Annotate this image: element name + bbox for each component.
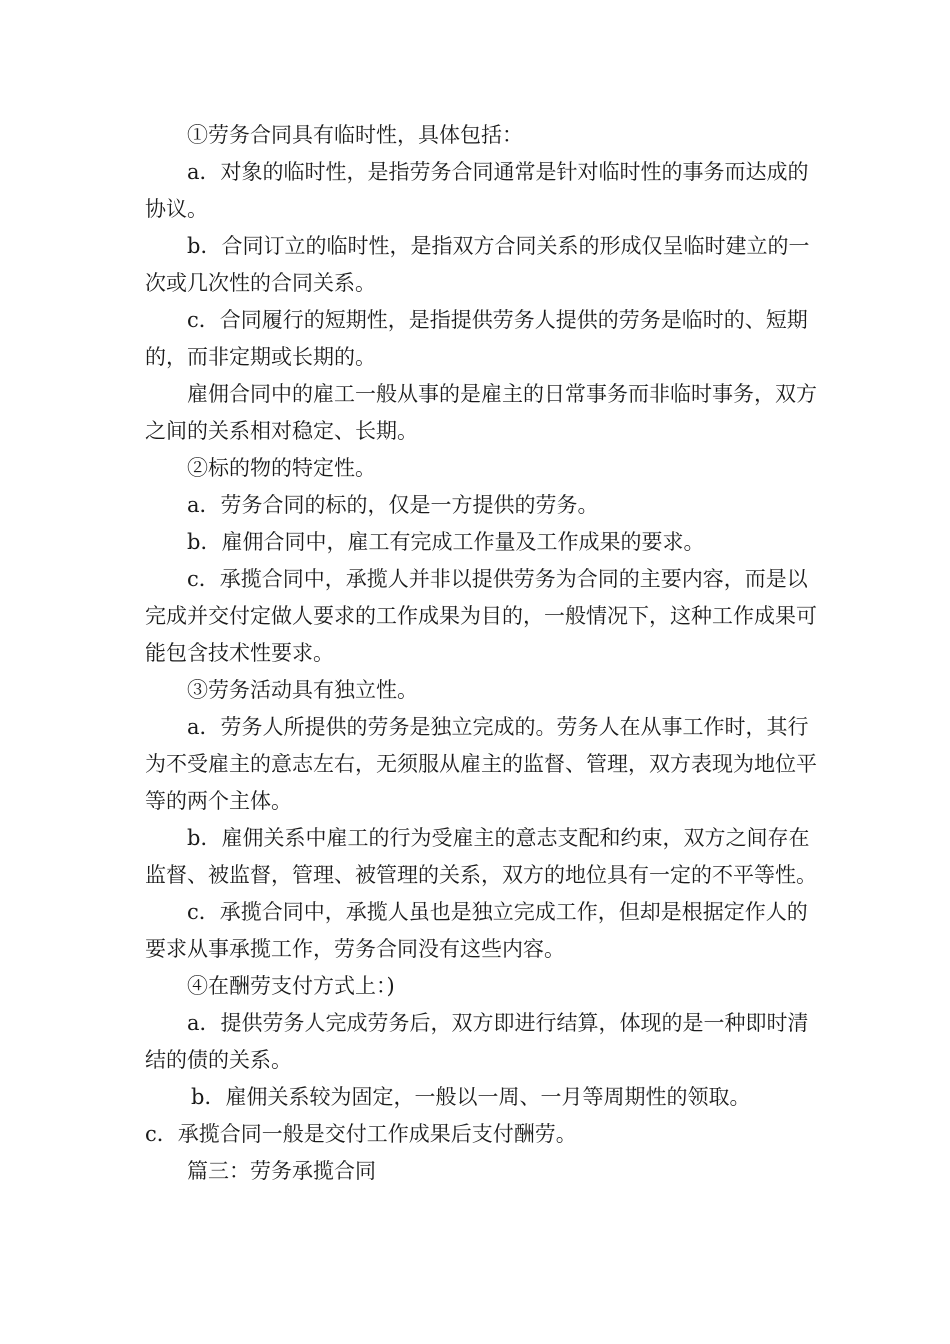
paragraph: ③劳务活动具有独立性。: [187, 678, 418, 702]
paragraph: b．雇佣关系中雇工的行为受雇主的意志支配和约束，双方之间存在监督、被监督，管理、被管理的关系，双方的地位具有一定的不平等性。: [145, 826, 817, 887]
paragraph: 篇三：劳务承揽合同: [187, 1159, 376, 1183]
paragraph: ④在酬劳支付方式上：): [187, 974, 395, 998]
paragraph: b．雇佣关系较为固定，一般以一周、一月等周期性的领取。: [191, 1085, 751, 1109]
paragraph: a．对象的临时性，是指劳务合同通常是针对临时性的事务而达成的协议。: [145, 160, 809, 221]
document-body: [145, 117, 825, 1190]
paragraph: a．提供劳务人完成劳务后，双方即进行结算，体现的是一种即时清结的债的关系。: [145, 1011, 809, 1072]
paragraph: c．承揽合同一般是交付工作成果后支付酬劳。: [145, 1122, 577, 1146]
paragraph: a．劳务人所提供的劳务是独立完成的。劳务人在从事工作时，其行为不受雇主的意志左右，无须服从雇主的监督、管理，双方表现为地位平等的两个主体。: [145, 715, 817, 813]
paragraph: c．承揽合同中，承揽人并非以提供劳务为合同的主要内容，而是以完成并交付定做人要求的工作成果为目的，一般情况下，这种工作成果可能包含技术性要求。: [145, 567, 817, 665]
paragraph: ①劳务合同具有临时性，具体包括：: [187, 123, 523, 147]
paragraph: ②标的物的特定性。: [187, 456, 376, 480]
paragraph: c．合同履行的短期性，是指提供劳务人提供的劳务是临时的、短期的，而非定期或长期的。: [145, 308, 808, 369]
paragraph: 雇佣合同中的雇工一般从事的是雇主的日常事务而非临时事务，双方之间的关系相对稳定、长期。: [145, 382, 817, 443]
paragraph: a．劳务合同的标的，仅是一方提供的劳务。: [187, 493, 599, 517]
paragraph: b．雇佣合同中，雇工有完成工作量及工作成果的要求。: [187, 530, 705, 554]
paragraph: b．合同订立的临时性，是指双方合同关系的形成仅呈临时建立的一次或几次性的合同关系。: [145, 234, 810, 295]
paragraph: c．承揽合同中，承揽人虽也是独立完成工作，但却是根据定作人的要求从事承揽工作，劳务合同没有这些内容。: [145, 900, 808, 961]
